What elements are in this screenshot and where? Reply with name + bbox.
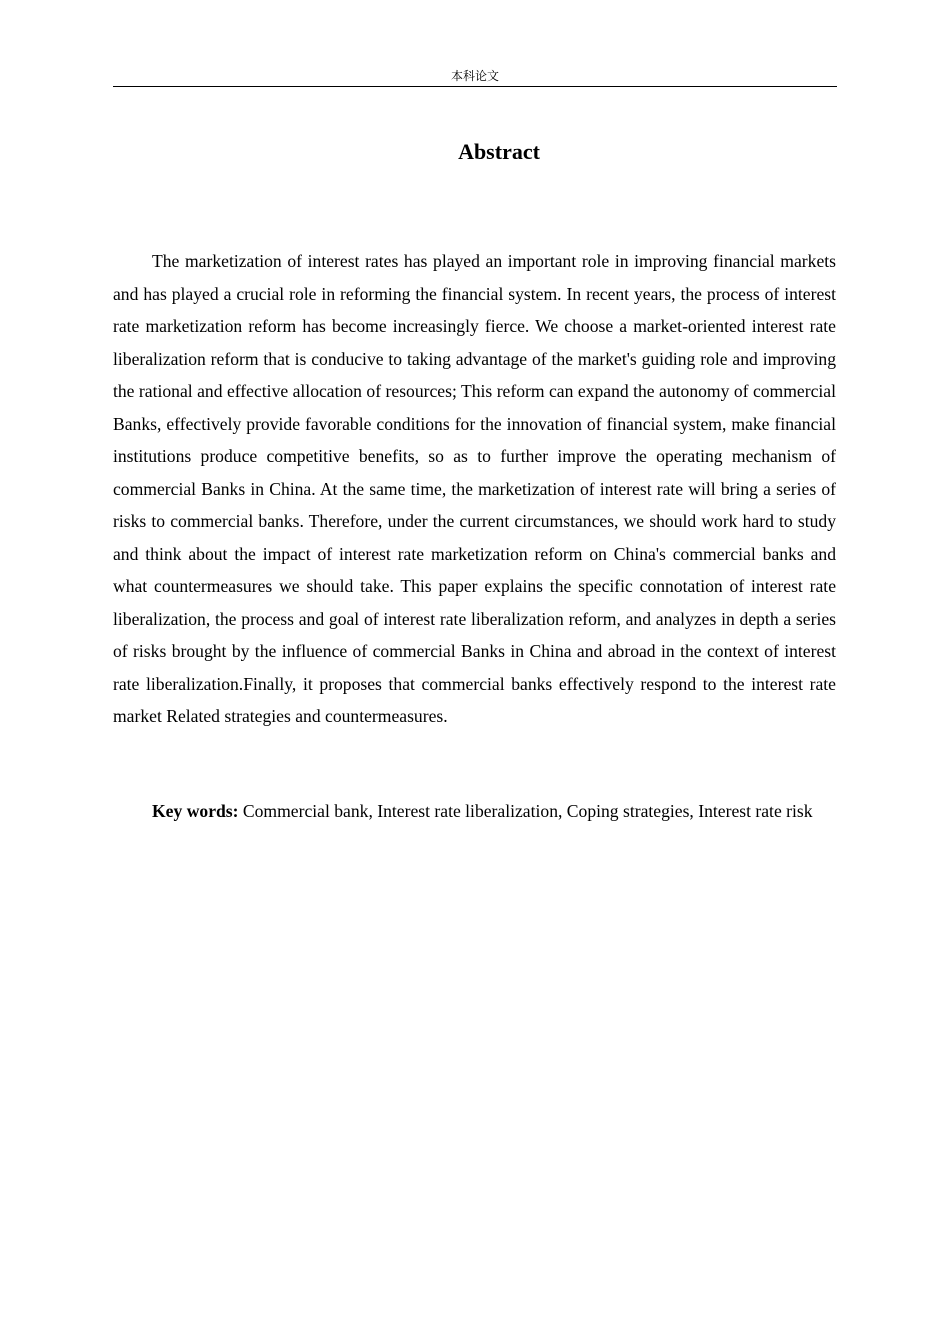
keywords-paragraph <box>113 795 836 828</box>
abstract-title: Abstract <box>458 139 540 164</box>
abstract-body: The marketization of interest rates has played an important role in improving financial markets and has played a crucial role in reforming the financial system. In recent years, the process of interest rate marketization reform has become increasingly fierce. We choose a market-oriented interest rate liberalization reform that is conducive to taking advantage of the market's guiding role and improving the rational and effective allocation of resources; This reform can expand the autonomy of commercial Banks, effectively provide favorable conditions for the innovation of financial system, make financial institutions produce competitive benefits, so as to further improve the operating mechanism of commercial Banks in China. At the same time, the marketization of interest rate will bring a series of risks to commercial banks. Therefore, under the current circumstances, we should work hard to study and think about the impact of interest rate marketization reform on China's commercial banks and what countermeasures we should take. This paper explains the specific connotation of interest rate liberalization, the process and goal of interest rate liberalization reform, and analyzes in depth a series of risks brought by the influence of commercial Banks in China and abroad in the context of interest rate liberalization.Finally, it proposes that commercial banks effectively respond to the interest rate market Related strategies and countermeasures. <box>113 251 836 726</box>
keywords-text: Commercial bank, Interest rate liberalization, Coping strategies, Interest rate risk <box>238 801 813 821</box>
keywords-label: Key words: <box>152 801 239 821</box>
page-header <box>113 67 837 87</box>
header-text: 本科论文 <box>450 69 499 83</box>
